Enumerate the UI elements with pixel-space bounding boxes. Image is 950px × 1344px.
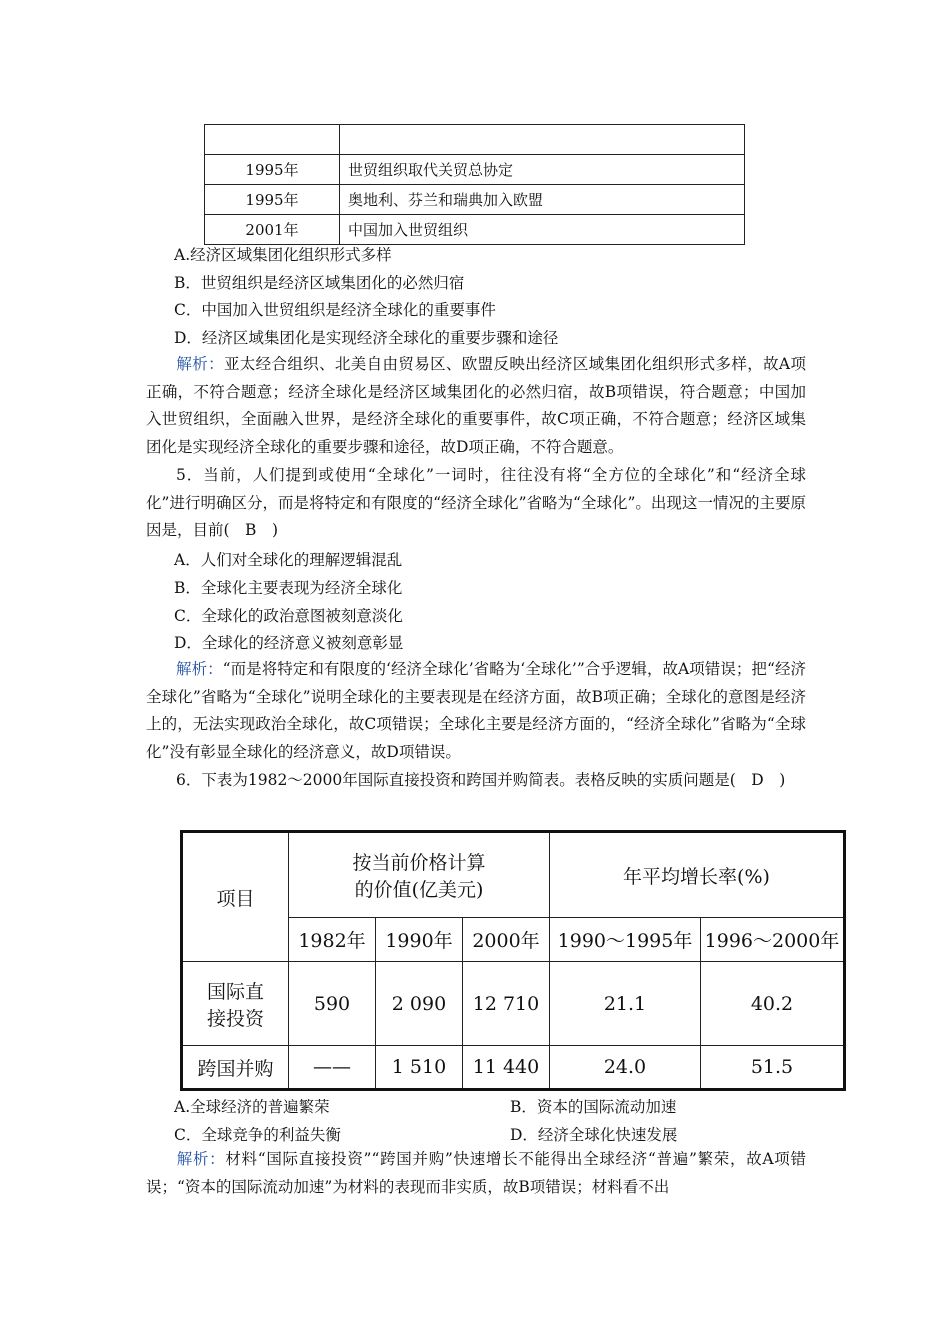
q6-stem <box>146 767 806 795</box>
analysis-text: 材料“国际直接投资”“跨国并购”快速增长不能得出全球经济“普遍”繁荣，故A项错误；“资本的国际流动加速”为材料的表现而非实质，故B项错误；材料看不出 <box>146 1150 806 1196</box>
q6-analysis <box>146 1146 806 1201</box>
event-cell <box>340 125 745 155</box>
value-cell: 12 710 <box>463 962 550 1046</box>
q5-analysis <box>146 656 806 767</box>
analysis-label: 解析： <box>176 660 223 678</box>
q6-option-a: A.全球经济的普遍繁荣 <box>174 1098 330 1116</box>
header-value-line2: 的价值(亿美元) <box>354 879 484 901</box>
events-table <box>204 124 745 245</box>
analysis-text: “而是将特定和有限度的‘经济全球化’省略为‘全球化’”合乎逻辑，故A项错误；把“经济全球化”省略为“全球化”说明全球化的主要表现是在经济方面，故B项正确；全球化的意图是经济上的，无法实现政治全球化，故C项错误；全球化主要是经济方面的，“经济全球化”省略为“全球化”没有彰显全球化的经济意义，故D项错误。 <box>146 660 806 762</box>
row-item-line2: 接投资 <box>206 1007 264 1030</box>
header-growth-group: 年平均增长率(%) <box>550 832 845 918</box>
value-cell: 40.2 <box>701 962 845 1046</box>
subheader-cell: 1996～2000年 <box>701 918 845 962</box>
row-item <box>182 962 289 1046</box>
value-cell: 590 <box>289 962 376 1046</box>
value-cell: 24.0 <box>550 1046 701 1090</box>
table-row <box>205 125 745 155</box>
q4-option-c: C．中国加入世贸组织是经济全球化的重要事件 <box>174 301 496 319</box>
analysis-label: 解析： <box>176 355 224 373</box>
q5-stem <box>146 462 806 545</box>
value-cell: 11 440 <box>463 1046 550 1090</box>
subheader-cell: 1990年 <box>376 918 463 962</box>
event-cell: 世贸组织取代关贸总协定 <box>340 155 745 185</box>
year-cell: 2001年 <box>205 215 340 245</box>
q5-option-c: C．全球化的政治意图被刻意淡化 <box>174 607 403 625</box>
question-text: 6．下表为1982～2000年国际直接投资和跨国并购简表。表格反映的实质问题是( D ) <box>176 771 786 789</box>
q4-option-d: D．经济区域集团化是实现经济全球化的重要步骤和途径 <box>174 329 559 347</box>
q6-option-c: C．全球竞争的利益失衡 <box>174 1126 341 1144</box>
row-item-line1: 国际直 <box>206 980 264 1003</box>
subheader-cell: 1990～1995年 <box>550 918 701 962</box>
q4-option-a: A.经济区域集团化组织形式多样 <box>174 246 392 264</box>
q4-option-b: B．世贸组织是经济区域集团化的必然归宿 <box>174 274 465 292</box>
subheader-cell: 1982年 <box>289 918 376 962</box>
table-header-row <box>182 832 845 918</box>
value-cell: 2 090 <box>376 962 463 1046</box>
value-cell: 51.5 <box>701 1046 845 1090</box>
table-row <box>205 185 745 215</box>
q5-option-d: D．全球化的经济意义被刻意彰显 <box>174 634 404 652</box>
header-value-line1: 按当前价格计算 <box>352 852 486 874</box>
subheader-cell: 2000年 <box>463 918 550 962</box>
header-value-group <box>289 832 550 918</box>
q5-option-a: A．人们对全球化的理解逻辑混乱 <box>174 551 403 569</box>
q4-analysis <box>146 351 806 462</box>
analysis-text: 亚太经合组织、北美自由贸易区、欧盟反映出经济区域集团化组织形式多样，故A项正确，不符合题意；经济全球化是经济区域集团化的必然归宿，故B项错误，符合题意；中国加入世贸组织，全面融入世界，是经济全球化的重要事件，故C项正确，不符合题意；经济区域集团化是实现经济全球化的重要步骤和途径，故D项正确，不符合题意。 <box>146 355 806 457</box>
year-cell <box>205 125 340 155</box>
q6-option-d: D．经济全球化快速发展 <box>510 1126 678 1144</box>
header-item: 项目 <box>182 832 289 962</box>
table-row <box>182 962 845 1046</box>
investment-table <box>180 830 846 1091</box>
table-row <box>205 215 745 245</box>
year-cell: 1995年 <box>205 185 340 215</box>
value-cell: —— <box>289 1046 376 1090</box>
q5-option-b: B．全球化主要表现为经济全球化 <box>174 579 403 597</box>
event-cell: 奥地利、芬兰和瑞典加入欧盟 <box>340 185 745 215</box>
value-cell: 1 510 <box>376 1046 463 1090</box>
event-cell: 中国加入世贸组织 <box>340 215 745 245</box>
year-cell: 1995年 <box>205 155 340 185</box>
value-cell: 21.1 <box>550 962 701 1046</box>
question-text: 5．当前，人们提到或使用“全球化”一词时，往往没有将“全方位的全球化”和“经济全球化”进行明确区分，而是将特定和有限度的“经济全球化”省略为“全球化”。出现这一情况的主要原因是，目前( B ) <box>146 466 806 540</box>
table-row <box>205 155 745 185</box>
q6-option-b: B．资本的国际流动加速 <box>510 1098 677 1116</box>
analysis-label: 解析： <box>176 1150 226 1168</box>
row-item: 跨国并购 <box>182 1046 289 1090</box>
table-row <box>182 1046 845 1090</box>
